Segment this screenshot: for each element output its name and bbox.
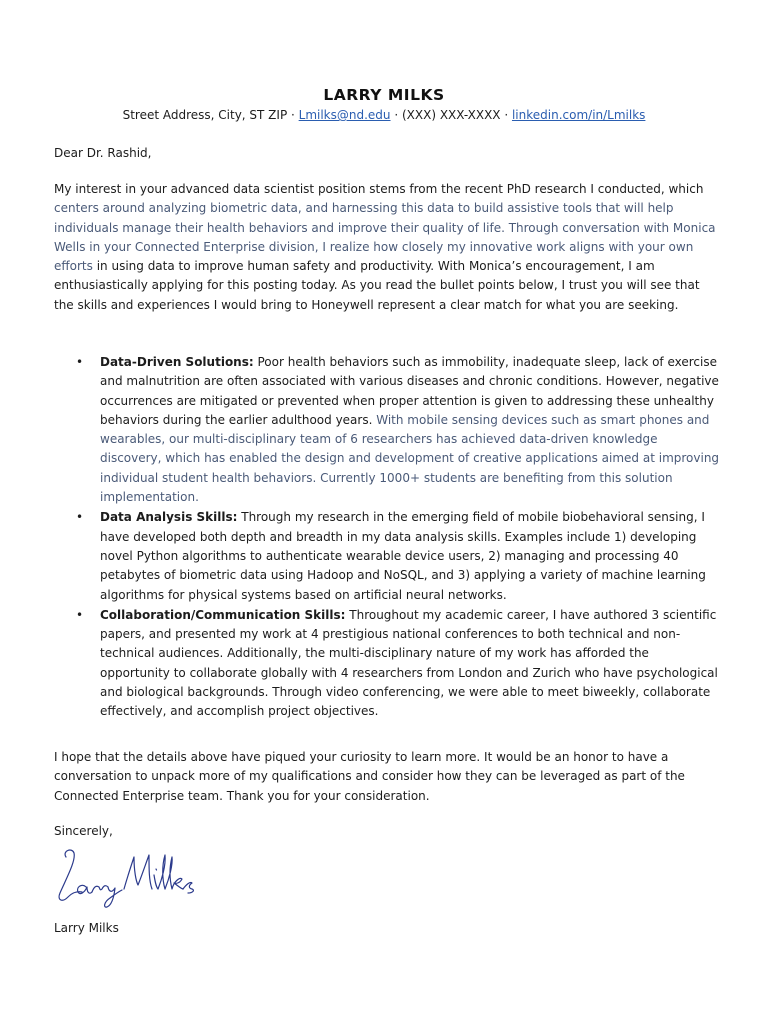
separator: · <box>287 108 299 122</box>
intro-paragraph <box>54 180 718 315</box>
bullet-icon: • <box>76 355 84 369</box>
bullet-title: Data Analysis Skills: <box>100 510 238 525</box>
signature-name: Larry Milks <box>54 921 119 935</box>
bullet-title: Data-Driven Solutions: <box>100 355 254 369</box>
bullet-item <box>54 508 720 604</box>
separator: · <box>390 108 402 122</box>
intro-text-2: in using data to improve human safety and productivity. With Monica’s encouragement, I am enthusiastically applying for this posting today. As you read the bullet points below, I trust you will see that the skills and experiences I would bring to Honeywell represent a clear match for what you are seeking. <box>54 259 700 312</box>
intro-text-highlight: centers around analyzing biometric data, and harnessing this data to build assistive tools that will help individuals manage their health behaviors and improve their quality of life. Through conversation with Monica Wells in your Connected Enterprise division, I realize how closely my innovative work aligns with your own efforts <box>54 201 716 274</box>
bullet-title: Collaboration/Communication Skills: <box>100 607 346 622</box>
conclusion-paragraph: I hope that the details above have piqued your curiosity to learn more. It would be an honor to have a conversation to unpack more of my qualifications and consider how they can be leveraged as part of the Connected Enterprise team. Thank you for your consideration. <box>54 750 685 803</box>
separator: · <box>500 108 512 122</box>
bullet-text-highlight: With mobile sensing devices such as smart phones and wearables, our multi-disciplinary team of 6 researchers has achieved data-driven knowledge discovery, which has enabled the design and development of creative applications aimed at improving individual student health behaviors. Currently 1000+ students are benefiting from this solution implementation. <box>100 412 720 505</box>
email-link[interactable]: Lmilks@nd.edu <box>298 108 391 122</box>
bullet-item <box>54 606 720 722</box>
street-address: Street Address, City, ST ZIP <box>122 108 288 122</box>
skills-bullet-list <box>54 353 720 723</box>
bullet-text: Poor health behaviors such as immobility, inadequate sleep, lack of exercise and malnutrition are often associated with various diseases and chronic conditions. However, negative occurrences are mitigated or prevented when proper attention is given to addressing these unhealthy behaviors during the earlier adulthood years. <box>100 355 719 427</box>
closing: Sincerely, <box>54 824 113 838</box>
bullet-text: Throughout my academic career, I have authored 3 scientific papers, and presented my work at 4 prestigious national conferences to both technical and non-technical audiences. Additionally, the multi-disciplinary nature of my work has afforded the opportunity to collaborate globally with 4 researchers from London and Zurich who have psychological and biological backgrounds. Through video conferencing, we were able to meet biweekly, collaborate effectively, and accomplish project objectives. <box>100 607 718 719</box>
applicant-name: LARRY MILKS <box>323 86 445 104</box>
bullet-icon: • <box>76 510 84 525</box>
bullet-icon: • <box>76 607 84 622</box>
salutation: Dear Dr. Rashid, <box>54 146 152 160</box>
handwritten-signature <box>52 845 202 910</box>
bullet-text: Through my research in the emerging field of mobile biobehavioral sensing, I have developed both depth and breadth in my data analysis skills. Examples include 1) developing novel Python algorithms to authenticate wearable device users, 2) managing and processing 40 petabytes of biometric data using Hadoop and NoSQL, and 3) applying a variety of machine learning algorithms for physical systems based on artificial neural networks. <box>100 510 706 602</box>
intro-text-1: My interest in your advanced data scientist position stems from the recent PhD research I conducted, which <box>54 182 704 196</box>
linkedin-link[interactable]: linkedin.com/in/Lmilks <box>511 108 646 122</box>
contact-line <box>0 108 768 122</box>
bullet-item <box>54 353 720 507</box>
phone-number: (XXX) XXX-XXXX <box>401 108 501 122</box>
